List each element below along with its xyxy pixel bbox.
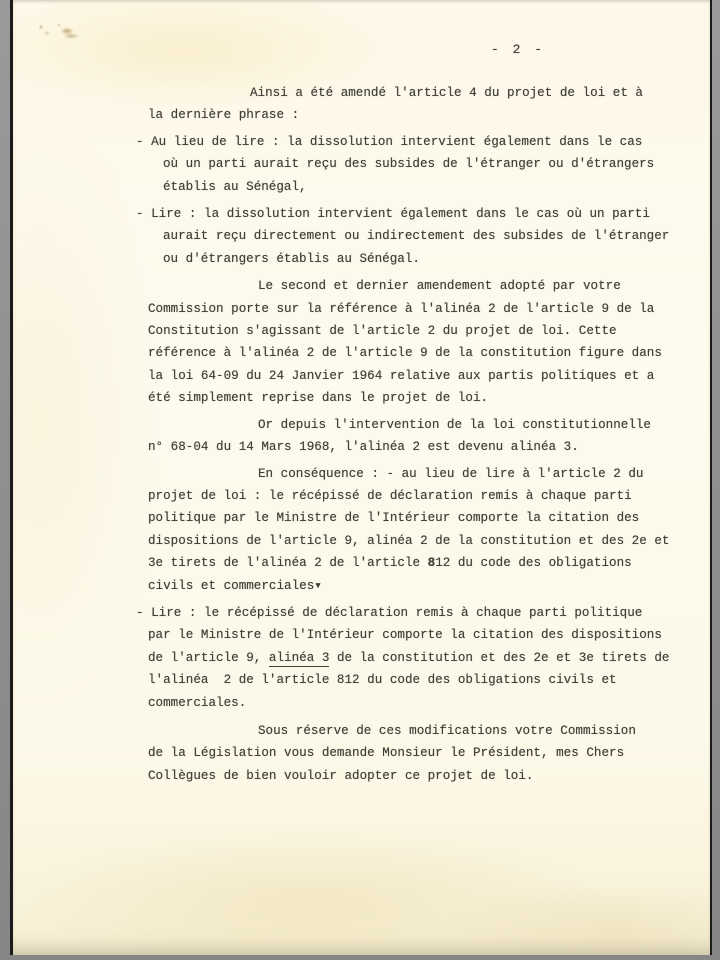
text-segment: En conséquence : - au lieu de lire à l'article 2 du [258, 466, 644, 481]
text-segment: de la constitution et des 2e et 3e tirets de [329, 650, 670, 665]
text-line [136, 602, 681, 624]
text-segment: commerciales. [148, 695, 247, 710]
text-line [258, 275, 681, 297]
text-segment: la dernière phrase : [148, 108, 300, 123]
text-segment: Le second et dernier amendement adopté par votre [258, 279, 621, 294]
text-line [148, 387, 681, 409]
text-segment: Sous réserve de ces modifications votre Commission [258, 723, 636, 738]
text-segment: - Lire : le récépissé de déclaration remis à chaque parti politique [136, 605, 643, 620]
text-segment: été simplement reprise dans le projet de loi. [148, 391, 489, 406]
text-line [148, 692, 681, 714]
text-line [258, 414, 681, 436]
text-line [136, 203, 681, 225]
text-segment: de l'article 9, [148, 650, 269, 665]
text-segment: 12 du code des obligations [435, 556, 632, 571]
text-segment: la loi 64-09 du 24 Janvier 1964 relative aux partis politiques et a [148, 368, 655, 383]
page-bottom-shadow [13, 925, 710, 955]
text-segment: dispositions de l'article 9, alinéa 2 de la constitution et des 2e et [148, 533, 670, 548]
text-line [148, 765, 681, 787]
text-line [148, 507, 681, 529]
text-line [148, 342, 681, 364]
text-line [163, 248, 681, 270]
text-line [148, 624, 681, 646]
pencil-marks [29, 18, 89, 46]
text-segment: Collègues de bien vouloir adopter ce projet de loi. [148, 768, 534, 783]
text-line [136, 131, 681, 153]
text-line [250, 82, 681, 104]
text-line [148, 320, 681, 342]
text-segment: projet de loi : le récépissé de déclaration remis à chaque parti [148, 488, 632, 503]
text-line [148, 298, 681, 320]
page-number: - 2 - [491, 42, 546, 57]
text-line [163, 153, 681, 175]
overstruck-text: 8 [427, 556, 436, 571]
text-segment: aurait reçu directement ou indirectement des subsides de l'étranger [163, 229, 670, 244]
text-line [148, 647, 681, 669]
page-text [136, 82, 681, 787]
text-segment: Commission porte sur la référence à l'alinéa 2 de l'article 9 de la [148, 301, 655, 316]
text-segment: 3e tirets de l'alinéa 2 de l'article [148, 556, 428, 571]
text-line [163, 225, 681, 247]
underlined-text: alinéa 3 [268, 650, 330, 665]
text-segment: ou d'étrangers établis au Sénégal. [163, 251, 420, 266]
text-segment: politique par le Ministre de l'Intérieur comporte la citation des [148, 511, 640, 526]
text-line [148, 104, 681, 126]
text-line [258, 720, 681, 742]
text-segment: référence à l'alinéa 2 de l'article 9 de la constitution figure dans [148, 346, 662, 361]
text-segment: Or depuis l'intervention de la loi constitutionnelle [258, 417, 651, 432]
text-line [163, 176, 681, 198]
text-line [148, 436, 681, 458]
text-line [148, 669, 681, 691]
text-line [258, 463, 681, 485]
text-line [148, 485, 681, 507]
text-line [148, 742, 681, 764]
text-line [148, 530, 681, 552]
text-segment: n° 68-04 du 14 Mars 1968, l'alinéa 2 est devenu alinéa 3. [148, 440, 579, 455]
text-segment: par le Ministre de l'Intérieur comporte la citation des dispositions [148, 628, 662, 643]
text-segment: Constitution s'agissant de l'article 2 du projet de loi. Cette [148, 324, 617, 339]
text-line [148, 575, 681, 597]
document-page [10, 0, 712, 955]
text-segment: civils et commerciales▾ [148, 578, 322, 593]
text-segment: de la Législation vous demande Monsieur le Président, mes Chers [148, 746, 625, 761]
text-segment: Ainsi a été amendé l'article 4 du projet de loi et à [250, 86, 643, 100]
text-segment: - Lire : la dissolution intervient également dans le cas où un parti [136, 207, 650, 222]
text-segment: établis au Sénégal, [163, 179, 307, 194]
text-line [148, 365, 681, 387]
text-segment: où un parti aurait reçu des subsides de l'étranger ou d'étrangers [163, 157, 655, 172]
text-line [148, 552, 681, 574]
text-segment: - Au lieu de lire : la dissolution intervient également dans le cas [136, 134, 643, 149]
text-segment: l'alinéa 2 de l'article 812 du code des obligations civils et [148, 673, 617, 688]
